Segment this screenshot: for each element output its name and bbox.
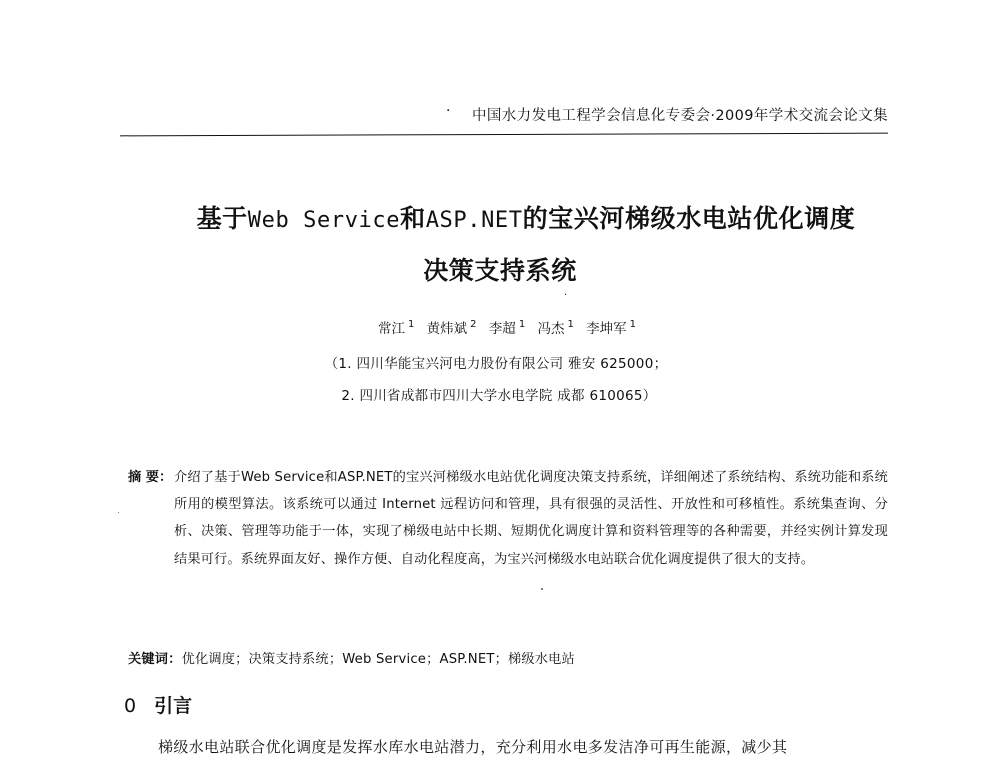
keywords-label: 关键词： [128,652,182,667]
title-text-part-1: 基于 [196,204,248,233]
affiliation-2: 2. 四川省成都市四川大学水电学院 成都 610065） [341,388,657,404]
author: 黄炜斌 $^2$ [426,319,477,337]
section-number: 0 [124,695,137,717]
affiliation-1: （1. 四川华能宝兴河电力股份有限公司 雅安 625000； [324,356,668,372]
author: 冯杰 $^1$ [537,319,574,337]
header-leading-dot: · [446,103,451,119]
author: 李坤军 $^1$ [586,319,637,337]
scan-speck [541,588,543,590]
paper-title-line-2: 决策支持系统 [423,256,577,285]
scan-speck [118,512,119,513]
author-list [0,317,1000,337]
section-title: 引言 [154,695,193,717]
title-text-part-3: 的宝兴河梯级水电站优化调度 [522,204,856,233]
title-latin-aspnet: ASP.NET [425,208,523,233]
running-header: 中国水力发电工程学会信息化专委会·2009年学术交流会论文集 [471,108,888,124]
header-rule [120,133,888,137]
section-heading [124,691,192,718]
title-latin-web-service: Web Service [247,208,401,233]
stray-mark: · [564,290,568,301]
body-paragraph-first-line: 梯级水电站联合优化调度是发挥水库水电站潜力，充分利用水电多发洁净可再生能源，减少其 [158,738,788,756]
abstract [128,464,888,573]
paper-title-line-1 [26,199,1000,235]
author: 李超 $^1$ [488,319,526,337]
abstract-label: 摘 要： [128,470,173,485]
keywords-text: 优化调度；决策支持系统；Web Service；ASP.NET；梯级水电站 [181,652,575,667]
keywords [128,648,575,667]
author: 常江 $^1$ [377,319,415,337]
abstract-body: 介绍了基于Web Service和ASP.NET的宝兴河梯级水电站优化调度决策支持系统，详细阐述了系统结构、系统功能和系统所用的模型算法。该系统可以通过 Internet 远程访问和管理，具有很强的灵活性、开放性和可移植性。系统集查询、分析、决策、管理等功能于一体，实现了梯级电站中长期、短期优化调度计算和资料管理等的各种需要，并经实例计算发现结果可行。系统界面友好、操作方便、自动化程度高，为宝兴河梯级水电站联合优化调度提供了很大的支持。 [174,470,888,567]
title-text-part-2: 和 [400,204,426,233]
